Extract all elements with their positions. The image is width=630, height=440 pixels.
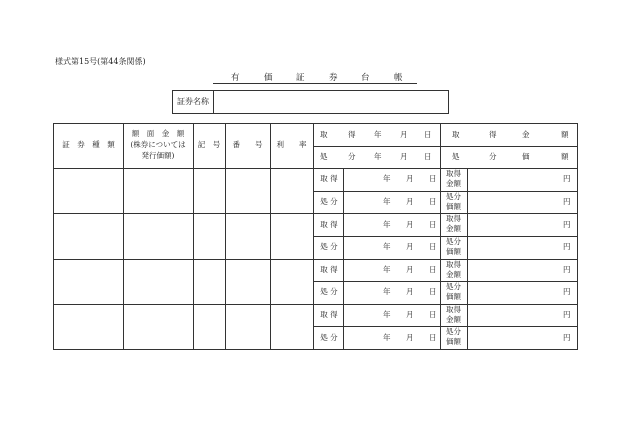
column-divider xyxy=(225,124,226,349)
header-divider xyxy=(54,168,577,169)
header-disposal-date: 分 xyxy=(348,152,356,161)
header-disposal-amount: 処 xyxy=(452,152,460,161)
header-acquisition-date: 月 xyxy=(400,130,408,139)
header-acquisition-date: 取 xyxy=(320,130,328,139)
header-disposal-amount: 価 xyxy=(522,152,530,161)
month-label: 月 xyxy=(406,196,414,206)
header-disposal-date: 日 xyxy=(424,152,432,161)
year-label: 年 xyxy=(383,242,391,252)
yen-label: 円 xyxy=(563,196,571,206)
subrow-divider xyxy=(313,236,577,237)
year-label: 年 xyxy=(383,287,391,297)
ledger-table xyxy=(53,123,578,350)
yen-label: 円 xyxy=(563,242,571,252)
acquisition-label: 取 得 xyxy=(320,264,338,274)
month-label: 月 xyxy=(406,174,414,184)
day-label: 日 xyxy=(429,196,437,206)
month-label: 月 xyxy=(406,310,414,320)
entry-divider xyxy=(54,304,577,305)
title-char: 台 xyxy=(361,73,370,83)
day-label: 日 xyxy=(429,174,437,184)
month-label: 月 xyxy=(406,332,414,342)
yen-label: 円 xyxy=(563,310,571,320)
yen-label: 円 xyxy=(563,174,571,184)
acquisition-label: 取 得 xyxy=(320,310,338,320)
amount-label: 価額 xyxy=(446,337,461,347)
title-char: 有 xyxy=(231,73,240,83)
header-acquisition-amount: 金 xyxy=(522,130,530,139)
title-char: 価 xyxy=(264,73,273,83)
header-disposal-date: 処 xyxy=(320,152,328,161)
day-label: 日 xyxy=(429,310,437,320)
day-label: 日 xyxy=(429,332,437,342)
year-label: 年 xyxy=(383,219,391,229)
security-name-label: 証券名称 xyxy=(173,91,214,113)
header-security-type: 証 券 種 類 xyxy=(62,140,115,149)
day-label: 日 xyxy=(429,287,437,297)
year-label: 年 xyxy=(383,310,391,320)
amount-label: 処分 xyxy=(446,282,461,292)
amount-label: 価額 xyxy=(446,246,461,256)
amount-label: 価額 xyxy=(446,292,461,302)
month-label: 月 xyxy=(406,264,414,274)
column-divider xyxy=(193,124,194,349)
header-symbol: 記 号 xyxy=(197,140,221,149)
disposal-label: 処 分 xyxy=(320,242,338,252)
day-label: 日 xyxy=(429,219,437,229)
amount-label: 金額 xyxy=(446,314,461,324)
yen-label: 円 xyxy=(563,287,571,297)
day-label: 日 xyxy=(429,242,437,252)
month-label: 月 xyxy=(406,242,414,252)
header-acquisition-date: 日 xyxy=(424,130,432,139)
form-number: 様式第15号(第44条関係) xyxy=(55,57,146,66)
disposal-label: 処 分 xyxy=(320,196,338,206)
amount-label: 価額 xyxy=(446,201,461,211)
entry-divider xyxy=(54,213,577,214)
yen-label: 円 xyxy=(563,219,571,229)
acquisition-label: 取 得 xyxy=(320,219,338,229)
amount-label: 処分 xyxy=(446,236,461,246)
amount-label: 取得 xyxy=(446,169,461,178)
yen-label: 円 xyxy=(563,264,571,274)
amount-label: 処分 xyxy=(446,191,461,201)
header-acquisition-date: 得 xyxy=(348,130,356,139)
header-acquisition-amount: 得 xyxy=(489,130,497,139)
amount-label: 処分 xyxy=(446,327,461,337)
year-label: 年 xyxy=(383,174,391,184)
yen-label: 円 xyxy=(563,332,571,342)
disposal-label: 処 分 xyxy=(320,287,338,297)
header-acquisition-amount: 取 xyxy=(452,130,460,139)
acquisition-label: 取 得 xyxy=(320,174,338,184)
column-divider xyxy=(270,124,271,349)
header-disposal-date: 月 xyxy=(400,152,408,161)
security-name-box xyxy=(172,90,449,114)
title-char: 券 xyxy=(329,73,338,83)
header-face-value-note: (株券については xyxy=(130,140,186,149)
amount-label: 取得 xyxy=(446,304,461,314)
ledger-title xyxy=(213,71,417,84)
amount-label: 取得 xyxy=(446,259,461,269)
header-subdivider xyxy=(313,146,577,147)
year-label: 年 xyxy=(383,196,391,206)
month-label: 月 xyxy=(406,287,414,297)
header-disposal-date: 年 xyxy=(374,152,382,161)
subrow-divider xyxy=(313,326,577,327)
amount-label: 金額 xyxy=(446,179,461,188)
header-disposal-amount: 額 xyxy=(561,152,569,161)
title-char: 証 xyxy=(296,73,305,83)
subrow-divider xyxy=(313,281,577,282)
disposal-label: 処 分 xyxy=(320,332,338,342)
day-label: 日 xyxy=(429,264,437,274)
amount-label: 金額 xyxy=(446,224,461,234)
amount-label: 金額 xyxy=(446,269,461,279)
header-number: 番 号 xyxy=(232,140,263,149)
header-disposal-amount: 分 xyxy=(489,152,497,161)
month-label: 月 xyxy=(406,219,414,229)
amount-label: 取得 xyxy=(446,214,461,224)
header-face-value-note: 発行価額) xyxy=(141,151,175,160)
year-label: 年 xyxy=(383,332,391,342)
header-acquisition-date: 年 xyxy=(374,130,382,139)
subrow-divider xyxy=(313,191,577,192)
year-label: 年 xyxy=(383,264,391,274)
entry-divider xyxy=(54,259,577,260)
header-face-value: 額 面 金 額 xyxy=(131,129,185,138)
header-acquisition-amount: 額 xyxy=(561,130,569,139)
title-char: 帳 xyxy=(394,73,403,83)
header-rate: 利 率 xyxy=(276,140,307,149)
